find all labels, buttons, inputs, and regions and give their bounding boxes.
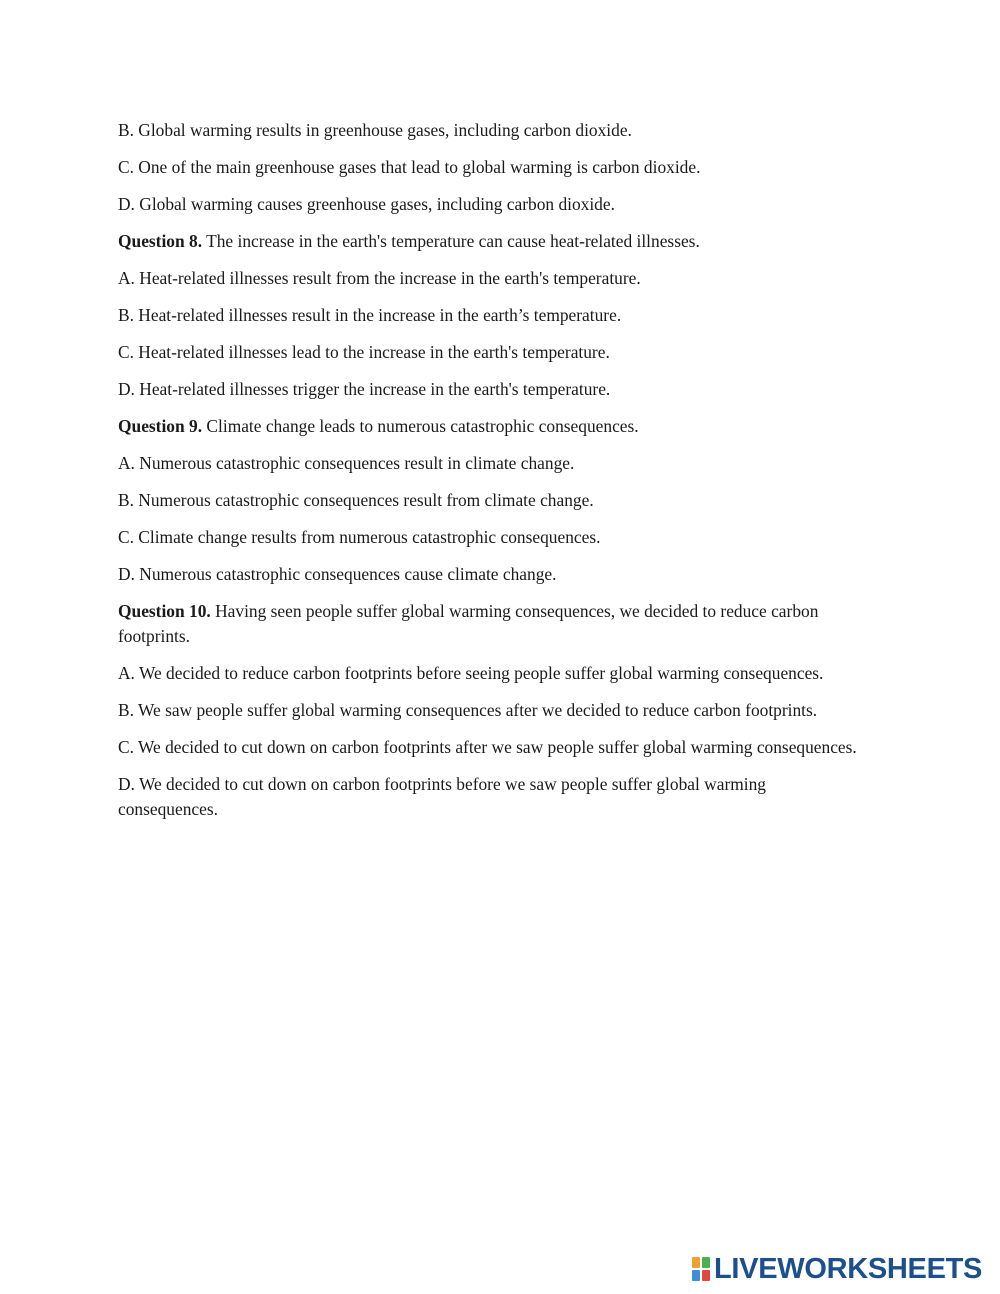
- logo-tile-1: [692, 1257, 700, 1268]
- question-9-option-a: A. Numerous catastrophic consequences result in climate change.: [118, 453, 575, 473]
- question-8-option-a: A. Heat-related illnesses result from the increase in the earth's temperature.: [118, 268, 641, 288]
- question-10-prompt: [118, 599, 863, 649]
- question-8-option-c: C. Heat-related illnesses lead to the increase in the earth's temperature.: [118, 342, 610, 362]
- liveworksheets-logo-icon: [692, 1257, 710, 1281]
- question-7-option-c: C. One of the main greenhouse gases that lead to global warming is carbon dioxide.: [118, 157, 701, 177]
- question-10-label: Question 10.: [118, 601, 211, 621]
- question-8-text: The increase in the earth's temperature can cause heat-related illnesses.: [202, 231, 700, 251]
- question-8-prompt: [118, 229, 863, 254]
- question-9-option-d: D. Numerous catastrophic consequences cause climate change.: [118, 564, 557, 584]
- question-9-option-c: C. Climate change results from numerous catastrophic consequences.: [118, 527, 601, 547]
- question-8-label: Question 8.: [118, 231, 203, 251]
- question-10-option-a: A. We decided to reduce carbon footprints before seeing people suffer global warming consequences.: [118, 663, 824, 683]
- question-10-text: Having seen people suffer global warming consequences, we decided to reduce carbon footprints.: [118, 601, 819, 646]
- worksheet-content: [118, 118, 863, 834]
- question-9-text: Climate change leads to numerous catastrophic consequences.: [202, 416, 639, 436]
- liveworksheets-logo: [692, 1254, 982, 1284]
- question-10-option-b: B. We saw people suffer global warming consequences after we decided to reduce carbon footprints.: [118, 700, 818, 720]
- logo-tile-3: [692, 1270, 700, 1281]
- question-8-option-d: D. Heat-related illnesses trigger the increase in the earth's temperature.: [118, 379, 611, 399]
- question-10-option-d: D. We decided to cut down on carbon footprints before we saw people suffer global warming consequences.: [118, 774, 766, 819]
- logo-tile-2: [702, 1257, 710, 1268]
- question-9-option-b: B. Numerous catastrophic consequences result from climate change.: [118, 490, 594, 510]
- question-7-option-d: D. Global warming causes greenhouse gases, including carbon dioxide.: [118, 194, 615, 214]
- question-9-prompt: [118, 414, 863, 439]
- question-8-option-b: B. Heat-related illnesses result in the increase in the earth’s temperature.: [118, 305, 622, 325]
- logo-text: LIVEWORKSHEETS: [714, 1253, 983, 1285]
- question-7-option-b: B. Global warming results in greenhouse gases, including carbon dioxide.: [118, 120, 632, 140]
- question-10-option-c: C. We decided to cut down on carbon footprints after we saw people suffer global warming consequences.: [118, 737, 857, 757]
- logo-tile-4: [702, 1270, 710, 1281]
- question-9-label: Question 9.: [118, 416, 203, 436]
